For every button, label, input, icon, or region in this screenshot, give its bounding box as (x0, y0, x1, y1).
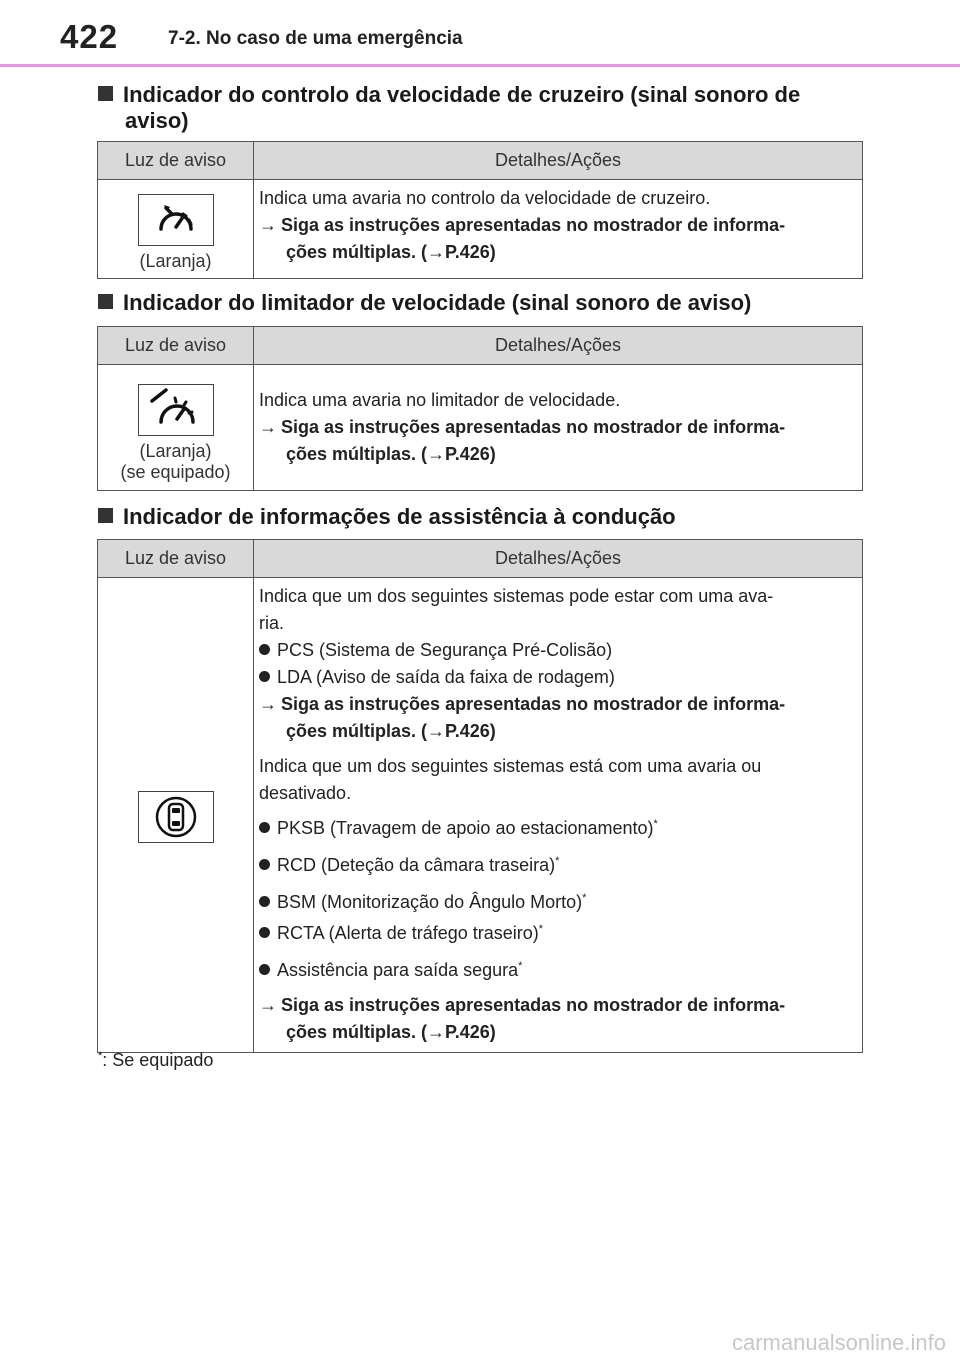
column-header-warning-light: Luz de aviso (98, 327, 254, 365)
column-header-details: Detalhes/Ações (254, 142, 863, 180)
icon-color-label: (Laranja) (139, 251, 212, 271)
arrow-icon: → (259, 694, 277, 714)
description-text: Indica que um dos seguintes sistemas pode estar com uma ava- (259, 586, 774, 606)
description-text: Indica uma avaria no controlo da velocidade de cruzeiro. (259, 188, 711, 208)
arrow-icon: → (259, 416, 277, 437)
description-text-continued: ria. (259, 613, 285, 633)
footnote-mark: * (582, 892, 587, 904)
driving-assist-info-icon (138, 791, 214, 843)
watermark: carmanualsonline.info (731, 1330, 946, 1355)
icon-color-label: (Laranja) (139, 441, 212, 461)
list-item: PCS (Sistema de Segurança Pré-Colisão) (259, 637, 856, 664)
footnote-mark: * (98, 1050, 103, 1062)
list-item: Assistência para saída segura* (259, 953, 856, 984)
section-title-speed-limiter: Indicador do limitador de velocidade (sinal sonoro de aviso) (98, 290, 751, 316)
square-bullet-icon (98, 508, 113, 523)
action-instruction: → Siga as instruções apresentadas no mostrador de informa- ções múltiplas. (→P.426) (259, 414, 856, 468)
icon-equipped-label: (se equipado) (120, 462, 231, 482)
page-number: 422 (60, 18, 119, 55)
bullet-icon (259, 644, 270, 655)
bullet-icon (259, 896, 270, 907)
column-header-warning-light: Luz de aviso (98, 540, 254, 578)
warning-light-cell (98, 180, 254, 279)
footnote-mark: * (653, 818, 658, 830)
list-item: RCD (Deteção da câmara traseira)* (259, 848, 856, 879)
action-instruction: → Siga as instruções apresentadas no mostrador de informa- ções múltiplas. (→P.426) (259, 992, 856, 1046)
page-header (0, 0, 960, 66)
details-cell (254, 578, 863, 1053)
arrow-icon: → (259, 215, 277, 235)
bullet-icon (259, 859, 270, 870)
footnote: *: Se equipado (98, 1050, 214, 1070)
section-title-cruise-control: Indicador do controlo da velocidade de cruzeiro (sinal sonoro de aviso) (98, 82, 800, 134)
speed-limiter-warning-icon (138, 384, 214, 436)
cruise-control-warning-icon (138, 194, 214, 246)
description-text: Indica que um dos seguintes sistemas está com uma avaria ou (259, 756, 762, 776)
bullet-icon (259, 822, 270, 833)
bullet-icon (259, 671, 270, 682)
footnote-mark: * (555, 855, 560, 867)
header-rule (0, 64, 960, 67)
details-cell (254, 180, 863, 279)
footnote-mark: * (538, 923, 544, 935)
chapter-title: 7-2. No caso de uma emergência (168, 28, 463, 49)
description-text: Indica uma avaria no limitador de velocidade. (259, 389, 621, 410)
description-text-continued: desativado. (259, 783, 352, 803)
warning-table-cruise-control (97, 141, 863, 279)
square-bullet-icon (98, 86, 113, 101)
warning-table-speed-limiter (97, 326, 863, 491)
action-instruction: → Siga as instruções apresentadas no mostrador de informa- ções múltiplas. (→P.426) (259, 212, 856, 266)
column-header-details: Detalhes/Ações (254, 327, 863, 365)
column-header-warning-light: Luz de aviso (98, 142, 254, 180)
bullet-icon (259, 927, 270, 938)
warning-table-driving-assist (97, 539, 863, 1053)
warning-light-cell (98, 578, 254, 1053)
square-bullet-icon (98, 294, 113, 309)
list-item: BSM (Monitorização do Ângulo Morto)* (259, 885, 856, 916)
details-cell (254, 365, 863, 491)
footnote-mark: * (518, 960, 523, 972)
list-item: RCTA (Alerta de tráfego traseiro)* (259, 916, 856, 947)
section-title-driving-assist: Indicador de informações de assistência à condução (98, 504, 676, 530)
action-instruction: → Siga as instruções apresentadas no mostrador de informa- ções múltiplas. (→P.426) (259, 691, 856, 745)
arrow-icon: → (259, 995, 277, 1015)
warning-light-cell (98, 365, 254, 491)
list-item: PKSB (Travagem de apoio ao estacionamento)* (259, 811, 856, 842)
column-header-details: Detalhes/Ações (254, 540, 863, 578)
bullet-icon (259, 964, 270, 975)
list-item: LDA (Aviso de saída da faixa de rodagem) (259, 664, 856, 691)
